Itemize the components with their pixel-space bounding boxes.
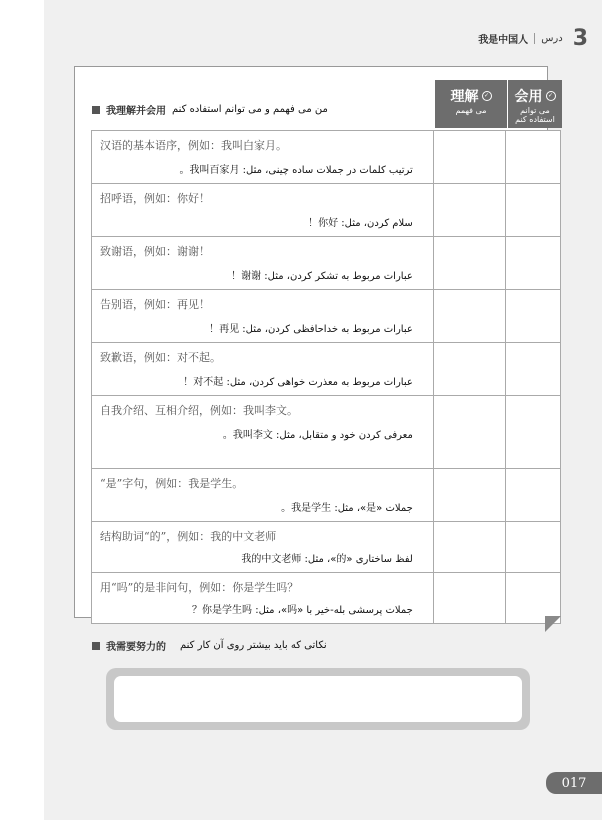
row-description [91, 184, 434, 236]
table-row [91, 573, 561, 624]
understand-checkbox-cell[interactable] [434, 573, 507, 623]
table-row [91, 237, 561, 290]
assessment-table [91, 130, 561, 624]
use-checkbox-cell[interactable] [506, 343, 561, 395]
row-text-fa: ترتیب کلمات در جملات ساده چینی، مثل: 我叫百家月。 [179, 165, 413, 176]
use-checkbox-cell[interactable] [506, 469, 561, 521]
row-text-zh: 致谢语，例如：谢谢！ [100, 245, 210, 258]
page-number: 017 [546, 772, 602, 794]
table-row [91, 130, 561, 184]
table-row [91, 343, 561, 396]
row-description [91, 573, 434, 623]
table-row [91, 396, 561, 469]
lesson-number: 3 [572, 26, 588, 51]
column-header-use [508, 80, 562, 128]
understand-checkbox-cell[interactable] [434, 131, 507, 183]
notes-box[interactable] [106, 668, 530, 730]
section-title-fa: من می فهمم و می توانم استفاده کنم [172, 104, 328, 115]
column-label-fa: می فهمم [455, 106, 487, 115]
row-description [91, 343, 434, 395]
section-title-understand [92, 102, 328, 117]
understand-checkbox-cell[interactable] [434, 237, 507, 289]
row-text-fa: سلام کردن، مثل: 你好！ [308, 218, 413, 229]
understand-checkbox-cell[interactable] [434, 184, 507, 236]
understand-checkbox-cell[interactable] [434, 469, 507, 521]
use-checkbox-cell[interactable] [506, 184, 561, 236]
row-description [91, 522, 434, 572]
table-row [91, 469, 561, 522]
row-description [91, 290, 434, 342]
square-bullet-icon [92, 106, 100, 114]
page-header [478, 26, 588, 51]
understand-checkbox-cell[interactable] [434, 396, 507, 468]
section-title-zh: 我需要努力的 [106, 642, 166, 653]
use-checkbox-cell[interactable] [506, 237, 561, 289]
column-label-zh: 理解 [450, 89, 479, 105]
row-text-zh: 招呼语，例如：你好！ [100, 192, 210, 205]
column-header-understand [435, 80, 507, 128]
section-title-need-work [92, 638, 327, 653]
table-row [91, 522, 561, 573]
square-bullet-icon [92, 642, 100, 650]
row-text-zh: 告别语，例如：再见！ [100, 298, 210, 311]
page-fold-corner [545, 616, 561, 632]
lesson-label: درس [541, 33, 563, 44]
use-checkbox-cell[interactable] [506, 290, 561, 342]
understand-checkbox-cell[interactable] [434, 522, 507, 572]
row-text-fa: عبارات مربوط به خداحافظی کردن، مثل: 再见！ [209, 324, 413, 335]
use-checkbox-cell[interactable] [506, 522, 561, 572]
table-row [91, 184, 561, 237]
row-text-zh: 汉语的基本语序，例如：我叫白家月。 [100, 139, 287, 152]
check-circle-icon: ✓ [546, 91, 556, 101]
header-divider [534, 33, 535, 44]
use-checkbox-cell[interactable] [506, 396, 561, 468]
row-text-fa: لفظ ساختاری «的»، مثل: 我的中文老师 [241, 554, 413, 565]
check-circle-icon: ✓ [482, 91, 492, 101]
understand-checkbox-cell[interactable] [434, 343, 507, 395]
row-text-zh: “是”字句，例如：我是学生。 [100, 477, 244, 490]
row-text-fa: عبارات مربوط به تشکر کردن، مثل: 谢谢！ [231, 271, 413, 282]
section-title-zh: 我理解并会用 [106, 106, 166, 117]
column-label-fa: می توانم استفاده کنم [515, 106, 555, 124]
notes-writing-area[interactable] [114, 676, 522, 722]
row-text-zh: 自我介绍、互相介绍，例如：我叫李文。 [100, 404, 298, 417]
use-checkbox-cell[interactable] [506, 131, 561, 183]
row-text-fa: جملات «是»، مثل: 我是学生。 [281, 503, 413, 514]
row-text-fa: معرفی کردن خود و متقابل، مثل: 我叫李文。 [222, 430, 413, 441]
row-text-zh: 致歉语，例如：对不起。 [100, 351, 221, 364]
row-text-zh: 用“吗”的是非问句，例如：你是学生吗？ [100, 581, 299, 594]
section-title-fa: نکاتی که باید بیشتر روی آن کار کنم [180, 640, 327, 651]
row-description [91, 396, 434, 468]
chapter-title: 我是中国人 [478, 35, 529, 46]
column-label-zh: 会用 [514, 89, 543, 105]
row-text-fa: جملات پرسشی بله-خیر با «吗»، مثل: 你是学生吗？ [192, 605, 413, 616]
row-description [91, 131, 434, 183]
row-description [91, 237, 434, 289]
understand-checkbox-cell[interactable] [434, 290, 507, 342]
row-description [91, 469, 434, 521]
row-text-zh: 结构助词“的”，例如：我的中文老师 [100, 530, 277, 543]
row-text-fa: عبارات مربوط به معذرت خواهی کردن، مثل: 对不起！ [183, 377, 413, 388]
table-row [91, 290, 561, 343]
